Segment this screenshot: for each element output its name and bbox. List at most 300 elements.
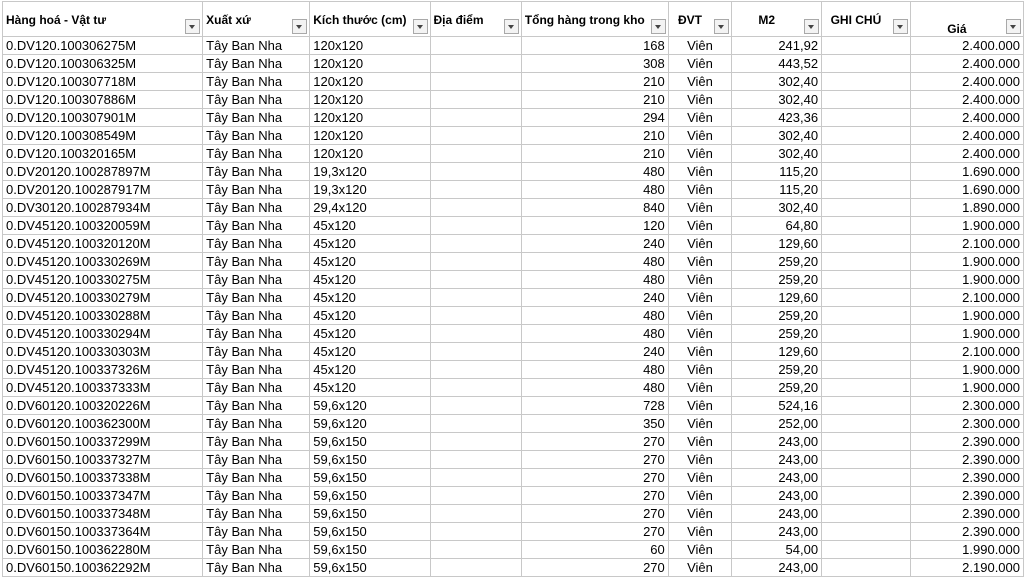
size-cell[interactable]: 59,6x150 — [310, 505, 430, 523]
location-cell[interactable] — [430, 181, 521, 199]
origin-cell[interactable]: Tây Ban Nha — [203, 127, 310, 145]
location-cell[interactable] — [430, 487, 521, 505]
origin-cell[interactable]: Tây Ban Nha — [203, 487, 310, 505]
area-m2-cell[interactable]: 243,00 — [732, 487, 822, 505]
unit-cell[interactable]: Viên — [668, 73, 732, 91]
location-cell[interactable] — [430, 559, 521, 577]
origin-cell[interactable]: Tây Ban Nha — [203, 397, 310, 415]
price-cell[interactable]: 1.900.000 — [910, 217, 1023, 235]
unit-cell[interactable]: Viên — [668, 523, 732, 541]
item-code-cell[interactable]: 0.DV45120.100330294M — [3, 325, 203, 343]
area-m2-cell[interactable]: 302,40 — [732, 199, 822, 217]
size-cell[interactable]: 59,6x150 — [310, 541, 430, 559]
price-cell[interactable]: 2.190.000 — [910, 559, 1023, 577]
stock-qty-cell[interactable]: 270 — [521, 433, 668, 451]
unit-cell[interactable]: Viên — [668, 487, 732, 505]
size-cell[interactable]: 120x120 — [310, 55, 430, 73]
area-m2-cell[interactable]: 259,20 — [732, 271, 822, 289]
note-cell[interactable] — [822, 505, 911, 523]
table-row — [3, 145, 1024, 163]
note-cell[interactable] — [822, 145, 911, 163]
location-cell[interactable] — [430, 307, 521, 325]
location-cell[interactable] — [430, 505, 521, 523]
unit-cell[interactable]: Viên — [668, 433, 732, 451]
area-m2-cell[interactable]: 243,00 — [732, 523, 822, 541]
unit-cell[interactable]: Viên — [668, 145, 732, 163]
stock-qty-cell[interactable]: 210 — [521, 127, 668, 145]
price-cell[interactable]: 2.400.000 — [910, 73, 1023, 91]
area-m2-cell[interactable]: 129,60 — [732, 289, 822, 307]
origin-cell[interactable]: Tây Ban Nha — [203, 37, 310, 55]
location-cell[interactable] — [430, 235, 521, 253]
note-cell[interactable] — [822, 451, 911, 469]
price-cell[interactable]: 2.390.000 — [910, 487, 1023, 505]
unit-cell[interactable]: Viên — [668, 343, 732, 361]
stock-qty-cell[interactable]: 480 — [521, 307, 668, 325]
size-cell[interactable]: 120x120 — [310, 37, 430, 55]
note-cell[interactable] — [822, 397, 911, 415]
item-code-cell[interactable]: 0.DV60120.100320226M — [3, 397, 203, 415]
size-cell[interactable]: 59,6x150 — [310, 433, 430, 451]
price-cell[interactable]: 1.690.000 — [910, 163, 1023, 181]
note-cell[interactable] — [822, 235, 911, 253]
location-cell[interactable] — [430, 271, 521, 289]
size-cell[interactable]: 59,6x150 — [310, 559, 430, 577]
stock-qty-cell[interactable]: 60 — [521, 541, 668, 559]
unit-cell[interactable]: Viên — [668, 109, 732, 127]
price-cell[interactable]: 1.690.000 — [910, 181, 1023, 199]
size-cell[interactable]: 120x120 — [310, 73, 430, 91]
table-row — [3, 433, 1024, 451]
stock-qty-cell[interactable]: 270 — [521, 505, 668, 523]
price-cell[interactable]: 2.400.000 — [910, 55, 1023, 73]
note-cell[interactable] — [822, 199, 911, 217]
location-cell[interactable] — [430, 361, 521, 379]
header-col-tong-hang[interactable] — [521, 2, 668, 37]
size-cell[interactable]: 120x120 — [310, 127, 430, 145]
unit-cell[interactable]: Viên — [668, 325, 732, 343]
size-cell[interactable]: 45x120 — [310, 361, 430, 379]
area-m2-cell[interactable]: 443,52 — [732, 55, 822, 73]
price-cell[interactable]: 2.390.000 — [910, 433, 1023, 451]
price-cell[interactable]: 2.400.000 — [910, 37, 1023, 55]
item-code-cell[interactable]: 0.DV120.100307901M — [3, 109, 203, 127]
note-cell[interactable] — [822, 253, 911, 271]
price-cell[interactable]: 1.900.000 — [910, 253, 1023, 271]
origin-cell[interactable]: Tây Ban Nha — [203, 379, 310, 397]
size-cell[interactable]: 45x120 — [310, 217, 430, 235]
item-code-cell[interactable]: 0.DV60150.100337299M — [3, 433, 203, 451]
unit-cell[interactable]: Viên — [668, 37, 732, 55]
area-m2-cell[interactable]: 129,60 — [732, 343, 822, 361]
size-cell[interactable]: 45x120 — [310, 325, 430, 343]
price-cell[interactable]: 2.390.000 — [910, 523, 1023, 541]
location-cell[interactable] — [430, 469, 521, 487]
stock-qty-cell[interactable]: 240 — [521, 235, 668, 253]
area-m2-cell[interactable]: 302,40 — [732, 127, 822, 145]
location-cell[interactable] — [430, 379, 521, 397]
price-cell[interactable]: 2.400.000 — [910, 145, 1023, 163]
price-cell[interactable]: 1.900.000 — [910, 325, 1023, 343]
area-m2-cell[interactable]: 129,60 — [732, 235, 822, 253]
table-row — [3, 415, 1024, 433]
header-col-dvt[interactable] — [668, 2, 732, 37]
price-cell[interactable]: 2.400.000 — [910, 127, 1023, 145]
location-cell[interactable] — [430, 73, 521, 91]
origin-cell[interactable]: Tây Ban Nha — [203, 559, 310, 577]
size-cell[interactable]: 19,3x120 — [310, 181, 430, 199]
unit-cell[interactable]: Viên — [668, 289, 732, 307]
stock-qty-cell[interactable]: 480 — [521, 361, 668, 379]
location-cell[interactable] — [430, 523, 521, 541]
item-code-cell[interactable]: 0.DV20120.100287917M — [3, 181, 203, 199]
stock-qty-cell[interactable]: 168 — [521, 37, 668, 55]
stock-qty-cell[interactable]: 240 — [521, 343, 668, 361]
price-cell[interactable]: 2.390.000 — [910, 505, 1023, 523]
note-cell[interactable] — [822, 127, 911, 145]
item-code-cell[interactable]: 0.DV60120.100362300M — [3, 415, 203, 433]
size-cell[interactable]: 59,6x150 — [310, 487, 430, 505]
item-code-cell[interactable]: 0.DV60150.100337348M — [3, 505, 203, 523]
origin-cell[interactable]: Tây Ban Nha — [203, 253, 310, 271]
item-code-cell[interactable]: 0.DV120.100306275M — [3, 37, 203, 55]
size-cell[interactable]: 45x120 — [310, 307, 430, 325]
price-cell[interactable]: 2.400.000 — [910, 91, 1023, 109]
size-cell[interactable]: 59,6x150 — [310, 469, 430, 487]
item-code-cell[interactable]: 0.DV60150.100337338M — [3, 469, 203, 487]
size-cell[interactable]: 45x120 — [310, 343, 430, 361]
item-code-cell[interactable]: 0.DV45120.100330269M — [3, 253, 203, 271]
stock-qty-cell[interactable]: 270 — [521, 523, 668, 541]
header-col-dia-diem[interactable] — [430, 2, 521, 37]
location-cell[interactable] — [430, 55, 521, 73]
size-cell[interactable]: 45x120 — [310, 253, 430, 271]
location-cell[interactable] — [430, 415, 521, 433]
area-m2-cell[interactable]: 259,20 — [732, 307, 822, 325]
note-cell[interactable] — [822, 289, 911, 307]
unit-cell[interactable]: Viên — [668, 415, 732, 433]
stock-qty-cell[interactable]: 120 — [521, 217, 668, 235]
item-code-cell[interactable]: 0.DV120.100320165M — [3, 145, 203, 163]
stock-qty-cell[interactable]: 480 — [521, 379, 668, 397]
location-cell[interactable] — [430, 289, 521, 307]
stock-qty-cell[interactable]: 210 — [521, 73, 668, 91]
area-m2-cell[interactable]: 64,80 — [732, 217, 822, 235]
origin-cell[interactable]: Tây Ban Nha — [203, 361, 310, 379]
item-code-cell[interactable]: 0.DV60150.100362280M — [3, 541, 203, 559]
origin-cell[interactable]: Tây Ban Nha — [203, 343, 310, 361]
location-cell[interactable] — [430, 451, 521, 469]
note-cell[interactable] — [822, 559, 911, 577]
unit-cell[interactable]: Viên — [668, 127, 732, 145]
filter-dropdown-icon[interactable] — [714, 19, 729, 34]
area-m2-cell[interactable]: 115,20 — [732, 181, 822, 199]
area-m2-cell[interactable]: 302,40 — [732, 91, 822, 109]
stock-qty-cell[interactable]: 270 — [521, 469, 668, 487]
origin-cell[interactable]: Tây Ban Nha — [203, 415, 310, 433]
note-cell[interactable] — [822, 415, 911, 433]
area-m2-cell[interactable]: 252,00 — [732, 415, 822, 433]
unit-cell[interactable]: Viên — [668, 163, 732, 181]
area-m2-cell[interactable]: 243,00 — [732, 451, 822, 469]
note-cell[interactable] — [822, 541, 911, 559]
note-cell[interactable] — [822, 37, 911, 55]
note-cell[interactable] — [822, 469, 911, 487]
unit-cell[interactable]: Viên — [668, 55, 732, 73]
note-cell[interactable] — [822, 91, 911, 109]
note-cell[interactable] — [822, 217, 911, 235]
area-m2-cell[interactable]: 243,00 — [732, 433, 822, 451]
header-col-ghi-chu[interactable] — [822, 2, 911, 37]
unit-cell[interactable]: Viên — [668, 397, 732, 415]
stock-qty-cell[interactable]: 480 — [521, 181, 668, 199]
stock-qty-cell[interactable]: 210 — [521, 145, 668, 163]
size-cell[interactable]: 59,6x120 — [310, 415, 430, 433]
origin-cell[interactable]: Tây Ban Nha — [203, 271, 310, 289]
location-cell[interactable] — [430, 397, 521, 415]
size-cell[interactable]: 59,6x150 — [310, 451, 430, 469]
table-row — [3, 505, 1024, 523]
area-m2-cell[interactable]: 259,20 — [732, 253, 822, 271]
item-code-cell[interactable]: 0.DV30120.100287934M — [3, 199, 203, 217]
price-cell[interactable]: 2.300.000 — [910, 397, 1023, 415]
item-code-cell[interactable]: 0.DV45120.100330288M — [3, 307, 203, 325]
stock-qty-cell[interactable]: 480 — [521, 325, 668, 343]
location-cell[interactable] — [430, 325, 521, 343]
origin-cell[interactable]: Tây Ban Nha — [203, 163, 310, 181]
size-cell[interactable]: 120x120 — [310, 91, 430, 109]
item-code-cell[interactable]: 0.DV120.100306325M — [3, 55, 203, 73]
price-cell[interactable]: 1.900.000 — [910, 379, 1023, 397]
location-cell[interactable] — [430, 37, 521, 55]
stock-qty-cell[interactable]: 270 — [521, 487, 668, 505]
item-code-cell[interactable]: 0.DV60150.100362292M — [3, 559, 203, 577]
price-cell[interactable]: 2.100.000 — [910, 289, 1023, 307]
note-cell[interactable] — [822, 55, 911, 73]
origin-cell[interactable]: Tây Ban Nha — [203, 307, 310, 325]
location-cell[interactable] — [430, 109, 521, 127]
table-row — [3, 181, 1024, 199]
header-col-hang-hoa[interactable] — [3, 2, 203, 37]
origin-cell[interactable]: Tây Ban Nha — [203, 199, 310, 217]
stock-qty-cell[interactable]: 270 — [521, 559, 668, 577]
unit-cell[interactable]: Viên — [668, 199, 732, 217]
note-cell[interactable] — [822, 361, 911, 379]
header-col-m2[interactable] — [732, 2, 822, 37]
unit-cell[interactable]: Viên — [668, 469, 732, 487]
location-cell[interactable] — [430, 163, 521, 181]
header-col-gia[interactable] — [910, 2, 1023, 37]
note-cell[interactable] — [822, 109, 911, 127]
unit-cell[interactable]: Viên — [668, 361, 732, 379]
location-cell[interactable] — [430, 343, 521, 361]
origin-cell[interactable]: Tây Ban Nha — [203, 235, 310, 253]
stock-qty-cell[interactable]: 308 — [521, 55, 668, 73]
origin-cell[interactable]: Tây Ban Nha — [203, 91, 310, 109]
unit-cell[interactable]: Viên — [668, 379, 732, 397]
price-cell[interactable]: 1.990.000 — [910, 541, 1023, 559]
item-code-cell[interactable]: 0.DV120.100307718M — [3, 73, 203, 91]
area-m2-cell[interactable]: 524,16 — [732, 397, 822, 415]
item-code-cell[interactable]: 0.DV45120.100330279M — [3, 289, 203, 307]
price-cell[interactable]: 2.300.000 — [910, 415, 1023, 433]
stock-qty-cell[interactable]: 350 — [521, 415, 668, 433]
unit-cell[interactable]: Viên — [668, 451, 732, 469]
item-code-cell[interactable]: 0.DV45120.100330303M — [3, 343, 203, 361]
note-cell[interactable] — [822, 163, 911, 181]
table-row — [3, 469, 1024, 487]
table-row — [3, 235, 1024, 253]
area-m2-cell[interactable]: 243,00 — [732, 505, 822, 523]
area-m2-cell[interactable]: 115,20 — [732, 163, 822, 181]
unit-cell[interactable]: Viên — [668, 307, 732, 325]
area-m2-cell[interactable]: 243,00 — [732, 469, 822, 487]
item-code-cell[interactable]: 0.DV45120.100337333M — [3, 379, 203, 397]
header-label: M2 — [758, 13, 776, 27]
filter-dropdown-icon[interactable] — [804, 19, 819, 34]
unit-cell[interactable]: Viên — [668, 541, 732, 559]
header-label: GHI CHÚ — [830, 13, 882, 27]
location-cell[interactable] — [430, 253, 521, 271]
note-cell[interactable] — [822, 325, 911, 343]
origin-cell[interactable]: Tây Ban Nha — [203, 55, 310, 73]
size-cell[interactable]: 59,6x120 — [310, 397, 430, 415]
price-cell[interactable]: 1.900.000 — [910, 271, 1023, 289]
filter-dropdown-icon[interactable] — [893, 19, 908, 34]
size-cell[interactable]: 120x120 — [310, 109, 430, 127]
unit-cell[interactable]: Viên — [668, 253, 732, 271]
area-m2-cell[interactable]: 241,92 — [732, 37, 822, 55]
origin-cell[interactable]: Tây Ban Nha — [203, 451, 310, 469]
note-cell[interactable] — [822, 73, 911, 91]
origin-cell[interactable]: Tây Ban Nha — [203, 73, 310, 91]
unit-cell[interactable]: Viên — [668, 181, 732, 199]
size-cell[interactable]: 120x120 — [310, 145, 430, 163]
note-cell[interactable] — [822, 433, 911, 451]
location-cell[interactable] — [430, 199, 521, 217]
filter-dropdown-icon[interactable] — [651, 19, 666, 34]
filter-dropdown-icon[interactable] — [504, 19, 519, 34]
unit-cell[interactable]: Viên — [668, 217, 732, 235]
area-m2-cell[interactable]: 302,40 — [732, 145, 822, 163]
location-cell[interactable] — [430, 433, 521, 451]
location-cell[interactable] — [430, 127, 521, 145]
unit-cell[interactable]: Viên — [668, 235, 732, 253]
note-cell[interactable] — [822, 343, 911, 361]
item-code-cell[interactable]: 0.DV60150.100337327M — [3, 451, 203, 469]
note-cell[interactable] — [822, 523, 911, 541]
unit-cell[interactable]: Viên — [668, 559, 732, 577]
filter-dropdown-icon[interactable] — [185, 19, 200, 34]
item-code-cell[interactable]: 0.DV45120.100337326M — [3, 361, 203, 379]
filter-dropdown-icon[interactable] — [292, 19, 307, 34]
size-cell[interactable]: 45x120 — [310, 235, 430, 253]
stock-qty-cell[interactable]: 480 — [521, 163, 668, 181]
price-cell[interactable]: 1.890.000 — [910, 199, 1023, 217]
stock-qty-cell[interactable]: 840 — [521, 199, 668, 217]
price-cell[interactable]: 2.100.000 — [910, 343, 1023, 361]
origin-cell[interactable]: Tây Ban Nha — [203, 109, 310, 127]
area-m2-cell[interactable]: 259,20 — [732, 361, 822, 379]
origin-cell[interactable]: Tây Ban Nha — [203, 523, 310, 541]
header-label: Giá — [947, 22, 967, 36]
stock-qty-cell[interactable]: 728 — [521, 397, 668, 415]
origin-cell[interactable]: Tây Ban Nha — [203, 217, 310, 235]
filter-dropdown-icon[interactable] — [413, 19, 428, 34]
area-m2-cell[interactable]: 259,20 — [732, 325, 822, 343]
stock-qty-cell[interactable]: 480 — [521, 271, 668, 289]
origin-cell[interactable]: Tây Ban Nha — [203, 325, 310, 343]
area-m2-cell[interactable]: 54,00 — [732, 541, 822, 559]
area-m2-cell[interactable]: 243,00 — [732, 559, 822, 577]
note-cell[interactable] — [822, 181, 911, 199]
table-row — [3, 541, 1024, 559]
size-cell[interactable]: 45x120 — [310, 271, 430, 289]
area-m2-cell[interactable]: 423,36 — [732, 109, 822, 127]
header-col-kich-thuoc[interactable] — [310, 2, 430, 37]
unit-cell[interactable]: Viên — [668, 91, 732, 109]
note-cell[interactable] — [822, 271, 911, 289]
item-code-cell[interactable]: 0.DV45120.100320120M — [3, 235, 203, 253]
price-cell[interactable]: 2.390.000 — [910, 451, 1023, 469]
item-code-cell[interactable]: 0.DV45120.100330275M — [3, 271, 203, 289]
item-code-cell[interactable]: 0.DV45120.100320059M — [3, 217, 203, 235]
item-code-cell[interactable]: 0.DV20120.100287897M — [3, 163, 203, 181]
price-cell[interactable]: 2.100.000 — [910, 235, 1023, 253]
price-cell[interactable]: 2.400.000 — [910, 109, 1023, 127]
origin-cell[interactable]: Tây Ban Nha — [203, 469, 310, 487]
stock-qty-cell[interactable]: 210 — [521, 91, 668, 109]
stock-qty-cell[interactable]: 480 — [521, 253, 668, 271]
item-code-cell[interactable]: 0.DV120.100307886M — [3, 91, 203, 109]
origin-cell[interactable]: Tây Ban Nha — [203, 541, 310, 559]
size-cell[interactable]: 45x120 — [310, 379, 430, 397]
table-row — [3, 253, 1024, 271]
note-cell[interactable] — [822, 307, 911, 325]
price-cell[interactable]: 2.390.000 — [910, 469, 1023, 487]
location-cell[interactable] — [430, 91, 521, 109]
price-cell[interactable]: 1.900.000 — [910, 307, 1023, 325]
size-cell[interactable]: 59,6x150 — [310, 523, 430, 541]
item-code-cell[interactable]: 0.DV60150.100337347M — [3, 487, 203, 505]
origin-cell[interactable]: Tây Ban Nha — [203, 145, 310, 163]
item-code-cell[interactable]: 0.DV60150.100337364M — [3, 523, 203, 541]
note-cell[interactable] — [822, 379, 911, 397]
filter-dropdown-icon[interactable] — [1006, 19, 1021, 34]
origin-cell[interactable]: Tây Ban Nha — [203, 433, 310, 451]
size-cell[interactable]: 29,4x120 — [310, 199, 430, 217]
location-cell[interactable] — [430, 541, 521, 559]
unit-cell[interactable]: Viên — [668, 505, 732, 523]
location-cell[interactable] — [430, 145, 521, 163]
area-m2-cell[interactable]: 259,20 — [732, 379, 822, 397]
origin-cell[interactable]: Tây Ban Nha — [203, 181, 310, 199]
item-code-cell[interactable]: 0.DV120.100308549M — [3, 127, 203, 145]
price-cell[interactable]: 1.900.000 — [910, 361, 1023, 379]
location-cell[interactable] — [430, 217, 521, 235]
note-cell[interactable] — [822, 487, 911, 505]
unit-cell[interactable]: Viên — [668, 271, 732, 289]
stock-qty-cell[interactable]: 294 — [521, 109, 668, 127]
area-m2-cell[interactable]: 302,40 — [732, 73, 822, 91]
stock-qty-cell[interactable]: 240 — [521, 289, 668, 307]
size-cell[interactable]: 45x120 — [310, 289, 430, 307]
origin-cell[interactable]: Tây Ban Nha — [203, 505, 310, 523]
header-col-xuat-xu[interactable] — [203, 2, 310, 37]
origin-cell[interactable]: Tây Ban Nha — [203, 289, 310, 307]
size-cell[interactable]: 19,3x120 — [310, 163, 430, 181]
stock-qty-cell[interactable]: 270 — [521, 451, 668, 469]
